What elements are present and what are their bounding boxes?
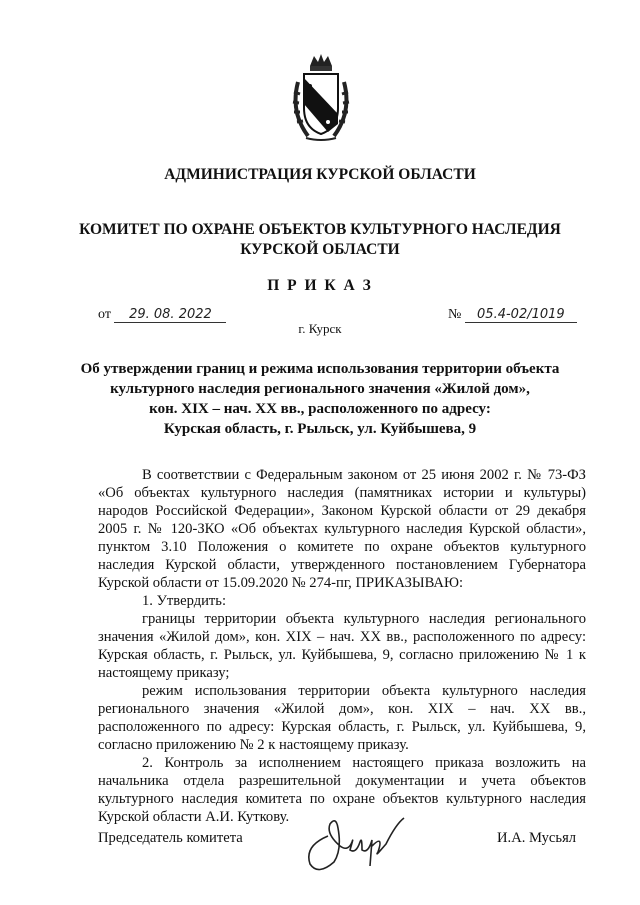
- document-type: П Р И К А З: [267, 277, 373, 294]
- order-body: [98, 466, 586, 826]
- order-title-line3: кон. XIX – нач. XX вв., расположенного по адресу:: [149, 401, 491, 417]
- number-prefix: №: [448, 307, 462, 322]
- paragraph-boundaries: границы территории объекта культурного наследия регионального значения «Жилой дом», кон. XIX – нач. XX вв., расположенного по адресу: Курская область, г. Рыльск, ул. Куйбышева, 9, согласно приложению № 1 к настоящему приказу;: [98, 611, 586, 681]
- order-title-line2: культурного наследия регионального значения «Жилой дом»,: [110, 381, 530, 397]
- order-title-line1: Об утверждении границ и режима использования территории объекта: [80, 361, 560, 377]
- paragraph-control: 2. Контроль за исполнением настоящего приказа возложить на начальника отдела разрешительной документации и учета объектов культурного наследия комитета по охране объектов культурного наследия Курской области А.И. Куткову.: [98, 755, 586, 825]
- committee-title-line2: КУРСКОЙ ОБЛАСТИ: [240, 241, 400, 258]
- date-prefix: от: [98, 307, 111, 322]
- signatory-position: Председатель комитета: [98, 830, 243, 846]
- paragraph-legal-basis: В соответствии с Федеральным законом от 25 июня 2002 г. № 73-ФЗ «Об объектах культурного наследия (памятниках истории и культуры) народов Российской Федерации», Законом Курской области от 29 декабря 2005 г. № 120-ЗКО «Об объектах культурного наследия Курской области», пунктом 3.10 Положения о комитете по охране объектов культурного наследия Курской области, утвержденного постановлением Губернатора Курской области от 15.09.2020 № 274-пг, ПРИКАЗЫВАЮ:: [98, 467, 586, 591]
- date-value: 29. 08. 2022: [114, 307, 226, 323]
- coat-of-arms-emblem: [288, 52, 354, 144]
- signatory-name: И.А. Мусьял: [497, 830, 577, 846]
- city-label: г. Курск: [298, 321, 342, 336]
- number-value: 05.4-02/1019: [465, 307, 577, 323]
- administration-title: АДМИНИСТРАЦИЯ КУРСКОЙ ОБЛАСТИ: [164, 166, 476, 183]
- order-title-line4: Курская область, г. Рыльск, ул. Куйбышева, 9: [163, 421, 477, 437]
- paragraph-approve: 1. Утвердить:: [142, 593, 227, 609]
- committee-title-line1: КОМИТЕТ ПО ОХРАНЕ ОБЪЕКТОВ КУЛЬТУРНОГО НАСЛЕДИЯ: [79, 221, 561, 238]
- paragraph-usage-regime: режим использования территории объекта культурного наследия регионального значения «Жилой дом», кон. XIX – нач. XX вв., расположенного по адресу: Курская область, г. Рыльск, ул. Куйбышева, 9, согласно приложению № 2 к настоящему приказу.: [98, 683, 586, 753]
- handwritten-signature: [300, 806, 420, 876]
